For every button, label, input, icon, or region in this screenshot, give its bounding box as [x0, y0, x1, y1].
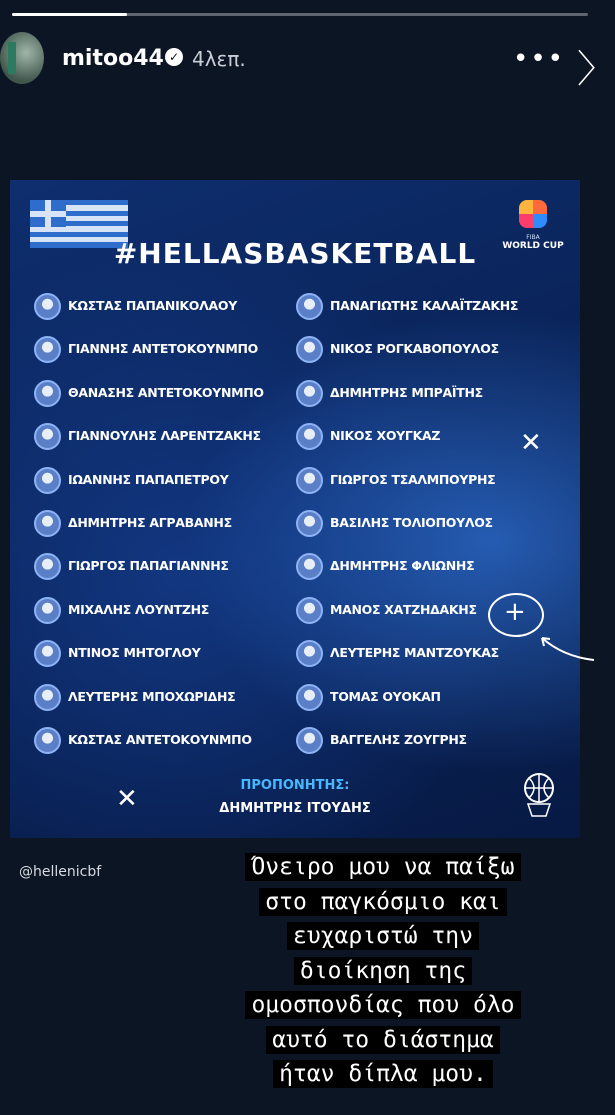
- story-progress-fill: [12, 13, 127, 16]
- player-photo: [34, 640, 61, 667]
- player-name: ΚΩΣΤΑΣ ΑΝΤΕΤΟΚΟΥΝΜΠΟ: [68, 731, 252, 747]
- player-photo: [34, 684, 61, 711]
- player-photo: [296, 336, 323, 363]
- photo-credit: @hellenicbf: [19, 864, 102, 880]
- player-name: ΒΑΓΓΕΛΗΣ ΖΟΥΓΡΗΣ: [330, 731, 467, 747]
- caption-text: ήταν δίπλα μου.: [273, 1060, 493, 1088]
- player-name: ΔΗΜΗΤΡΗΣ ΦΛΙΩΝΗΣ: [330, 558, 475, 574]
- caption-line: [188, 1023, 578, 1058]
- player-name: ΤΟΜΑΣ ΟΥΟΚΑΠ: [330, 688, 441, 704]
- player-name: ΓΙΑΝΝΗΣ ΑΝΤΕΤΟΚΟΥΝΜΠΟ: [68, 341, 258, 357]
- player-name: ΜΑΝΟΣ ΧΑΤΖΗΔΑΚΗΣ: [330, 601, 477, 617]
- caption-line: [188, 885, 578, 920]
- player-name: ΔΗΜΗΤΡΗΣ ΜΠΡΑΪΤΗΣ: [330, 384, 483, 400]
- caption-line: [188, 988, 578, 1023]
- player-photo: [34, 380, 61, 407]
- avatar[interactable]: [0, 32, 44, 84]
- player-name: ΓΙΑΝΝΟΥΛΗΣ ΛΑΡΕΝΤΖΑΚΗΣ: [68, 428, 261, 444]
- player-photo: [296, 727, 323, 754]
- caption-text: αυτό το διάστημα: [266, 1026, 500, 1054]
- coach-label: ΠΡΟΠΟΝΗΤΗΣ:: [240, 778, 350, 793]
- story-image: [10, 180, 580, 838]
- username[interactable]: mitoo44: [62, 46, 164, 71]
- player-photo: [34, 510, 61, 537]
- caption-text: ομοσπονδίας που όλο: [245, 991, 520, 1019]
- player-name: ΛΕΥΤΕΡΗΣ ΜΑΝΤΖΟΥΚΑΣ: [330, 645, 499, 661]
- x-mark-sticker-bottom: ✕: [116, 784, 138, 814]
- player-name: ΚΩΣΤΑΣ ΠΑΠΑΝΙΚΟΛΑΟΥ: [68, 298, 237, 313]
- caption-text: στο παγκόσμιο και: [259, 888, 506, 916]
- player-photo: [296, 467, 323, 494]
- caption-text: διοίκηση της: [294, 957, 472, 985]
- coach-name: ΔΗΜΗΤΡΗΣ ΙΤΟΥΔΗΣ: [219, 801, 371, 816]
- player-name: ΒΑΣΙΛΗΣ ΤΟΛΙΟΠΟΥΛΟΣ: [330, 514, 493, 530]
- circle-plus-sticker: +: [488, 593, 544, 637]
- more-horizontal-icon[interactable]: •••: [513, 44, 566, 74]
- poster-hashtag: #HELLASBASKETBALL: [113, 237, 477, 270]
- logo-fiba-text: FIBA: [526, 234, 540, 241]
- player-name: ΝΙΚΟΣ ΧΟΥΓΚΑΖ: [330, 428, 441, 444]
- story-header: [0, 26, 615, 91]
- x-mark-sticker: ✕: [520, 428, 542, 458]
- player-photo: [296, 640, 323, 667]
- player-photo: [34, 423, 61, 450]
- world-cup-logo: [502, 200, 564, 272]
- player-photo: [34, 336, 61, 363]
- logo-title-text: WORLD CUP: [502, 241, 564, 251]
- caption-line: [188, 1057, 578, 1092]
- player-photo: [296, 684, 323, 711]
- player-photo: [34, 727, 61, 754]
- arrow-doodle: [536, 630, 596, 670]
- player-photo: [296, 553, 323, 580]
- player-photo: [296, 380, 323, 407]
- player-name: ΜΙΧΑΛΗΣ ΛΟΥΝΤΖΗΣ: [68, 601, 210, 617]
- story-caption: [188, 850, 578, 1092]
- caption-text: Όνειρο μου να παίξω: [245, 853, 520, 881]
- player-photo: [34, 553, 61, 580]
- player-photo: [296, 423, 323, 450]
- caption-line: [188, 919, 578, 954]
- player-name: ΔΗΜΗΤΡΗΣ ΑΓΡΑΒΑΝΗΣ: [68, 514, 232, 530]
- verified-badge-icon: ✓: [165, 48, 183, 66]
- federation-logo-icon: [518, 770, 560, 820]
- player-photo: [34, 467, 61, 494]
- caption-text: ευχαριστώ την: [287, 922, 479, 950]
- player-name: ΙΩΑΝΝΗΣ ΠΑΠΑΠΕΤΡΟΥ: [68, 471, 229, 487]
- player-name: ΘΑΝΑΣΗΣ ΑΝΤΕΤΟΚΟΥΝΜΠΟ: [68, 384, 264, 400]
- post-time: 4λεπ.: [192, 47, 246, 71]
- caption-line: [188, 850, 578, 885]
- caption-line: [188, 954, 578, 989]
- player-name: ΓΙΩΡΓΟΣ ΤΣΑΛΜΠΟΥΡΗΣ: [330, 471, 496, 487]
- player-name: ΓΙΩΡΓΟΣ ΠΑΠΑΓΙΑΝΝΗΣ: [68, 558, 229, 574]
- player-photo: [296, 293, 323, 320]
- player-photo: [296, 597, 323, 624]
- player-name: ΝΙΚΟΣ ΡΟΓΚΑΒΟΠΟΥΛΟΣ: [330, 341, 499, 357]
- player-photo: [34, 597, 61, 624]
- player-name: ΠΑΝΑΓΙΩΤΗΣ ΚΑΛΑΪΤΖΑΚΗΣ: [330, 298, 519, 313]
- story-progress-bar: [12, 13, 588, 16]
- player-name: ΛΕΥΤΕΡΗΣ ΜΠΟΧΩΡΙΔΗΣ: [68, 688, 236, 704]
- player-photo: [34, 293, 61, 320]
- player-name: ΝΤΙΝΟΣ ΜΗΤΟΓΛΟΥ: [68, 645, 201, 661]
- world-cup-mark-icon: [519, 200, 547, 228]
- close-icon[interactable]: 〉: [577, 47, 615, 91]
- player-photo: [296, 510, 323, 537]
